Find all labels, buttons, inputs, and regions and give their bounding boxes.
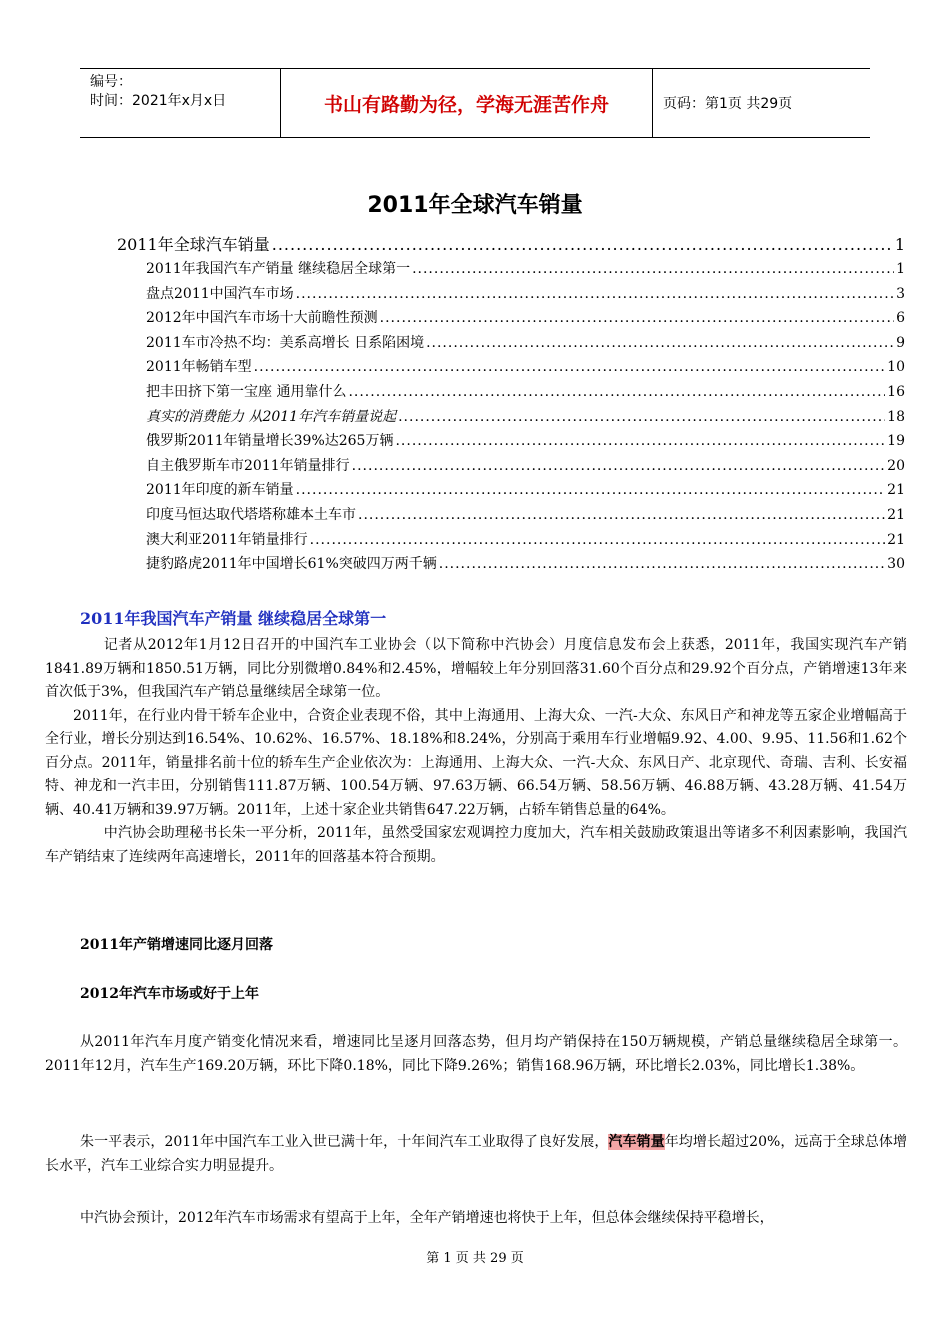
text-run: 朱一平表示，2011年中国汽车工业入世已满十年，十年间汽车工业取得了良好发展，	[80, 1134, 609, 1150]
paragraph-block	[45, 1206, 907, 1230]
toc-entry-page: 3	[896, 285, 905, 302]
highlighted-keyword: 汽车销量	[608, 1134, 665, 1150]
toc-entry-label: 盘点2011中国汽车市场	[146, 285, 294, 302]
header-page-info: 页码：第1页 共29页	[663, 96, 793, 112]
toc-leader	[412, 261, 894, 277]
toc-entry-page: 21	[887, 482, 905, 499]
number-label: 编号：	[90, 74, 132, 90]
toc-entry-page: 18	[887, 408, 905, 425]
header-motto: 书山有路勤为径，学海无涯苦作舟	[280, 69, 653, 137]
paragraph	[45, 1130, 907, 1178]
toc-leader	[395, 433, 885, 449]
toc-entry-page: 6	[896, 310, 905, 327]
toc-entry[interactable]	[146, 332, 905, 357]
toc-entry[interactable]	[146, 406, 905, 431]
toc-entry-label: 俄罗斯2011年销量增长39%达265万辆	[146, 433, 394, 450]
text-run: 年均增长超过20%，远高于全球总体增长水平，汽车工业综合实力明显提升。	[45, 1134, 907, 1174]
paragraph: 2011年，在行业内骨干轿车企业中，合资企业表现不俗，其中上海通用、上海大众、一汽-大众、东风日产和神龙等五家企业增幅高于全行业，增长分别达到16.54%、10.62%、16.57%、18.18%和8.24%，分别高于乘用车行业增幅9.92、4.00、9.95、11.56和1.62个百分点。2011年，销量排名前十位的轿车生产企业依次为：上海通用、上海大众、一汽-大众、东风日产、北京现代、奇瑞、吉利、长安福特、神龙和一汽丰田，分别销售111.87万辆、100.54万辆、97.63万辆、66.54万辆、58.56万辆、46.88万辆、43.28万辆、41.54万辆、40.41万辆和39.97万辆。2011年，上述十家企业共销售647.22万辆，占轿车销售总量的64%。	[45, 707, 907, 818]
toc-entry[interactable]	[146, 258, 905, 283]
subheading: 2011年产销增速同比逐月回落	[80, 937, 273, 953]
document-title: 2011年全球汽车销量	[367, 193, 583, 218]
toc-entry-label: 捷豹路虎2011年中国增长61%突破四万两千辆	[146, 556, 437, 573]
toc-entry-page: 21	[887, 531, 905, 548]
toc-entry-page: 1	[894, 235, 905, 254]
section-body	[45, 634, 907, 869]
toc-entry-label: 2011年畅销车型	[146, 359, 252, 376]
toc-leader	[296, 286, 894, 302]
toc-leader	[254, 359, 886, 375]
toc-entry-page: 9	[896, 334, 905, 351]
toc-leader	[310, 532, 886, 548]
toc-entry[interactable]	[146, 381, 905, 406]
toc-entry-page: 21	[887, 506, 905, 523]
toc-entry-page: 19	[887, 433, 905, 450]
toc-entry-label: 2011年全球汽车销量	[117, 235, 270, 254]
toc-entry-page: 1	[896, 261, 905, 277]
page-header	[80, 68, 870, 138]
toc-leader	[272, 235, 893, 254]
toc-main-entry[interactable]	[117, 232, 905, 258]
paragraph-block	[45, 1030, 907, 1078]
toc-entry-page: 20	[887, 457, 905, 474]
paragraph: 中汽协会预计，2012年汽车市场需求有望高于上年，全年产销增速也将快于上年，但总体会继续保持平稳增长，	[80, 1210, 774, 1226]
toc-entry-label: 2011年我国汽车产销量 继续稳居全球第一	[146, 261, 411, 277]
toc-entry[interactable]	[146, 307, 905, 332]
toc-entry[interactable]	[146, 479, 905, 504]
toc-leader	[358, 507, 885, 523]
header-meta	[80, 69, 280, 137]
toc-leader	[398, 409, 885, 425]
section-heading: 2011年我国汽车产销量 继续稳居全球第一	[80, 609, 387, 628]
toc-entry-label: 印度马恒达取代塔塔称雄本土车市	[146, 506, 356, 523]
toc-entry[interactable]	[146, 504, 905, 529]
toc-entry-label: 2012年中国汽车市场十大前瞻性预测	[146, 310, 378, 327]
toc-entry-label: 澳大利亚2011年销量排行	[146, 531, 308, 548]
toc-entry[interactable]	[146, 553, 905, 578]
toc-leader	[296, 482, 886, 498]
toc-leader	[348, 384, 885, 400]
toc-entry-page: 16	[887, 383, 905, 400]
toc-entry[interactable]	[146, 430, 905, 455]
table-of-contents	[117, 232, 905, 578]
toc-entry-page: 10	[887, 359, 905, 376]
toc-leader	[426, 335, 894, 351]
toc-entry-label: 自主俄罗斯车市2011年销量排行	[146, 457, 350, 474]
toc-leader	[352, 458, 886, 474]
page-footer: 第 1 页 共 29 页	[426, 1251, 524, 1266]
toc-entry-label: 2011车市冷热不均：美系高增长 日系陷困境	[146, 334, 425, 351]
toc-entry[interactable]	[146, 529, 905, 554]
date-label: 时间：2021年x月x日	[90, 93, 227, 109]
subheading: 2012年汽车市场或好于上年	[80, 986, 259, 1002]
toc-entry[interactable]	[146, 283, 905, 308]
paragraph: 从2011年汽车月度产销变化情况来看，增速同比呈逐月回落态势，但月均产销保持在150万辆规模，产销总量继续稳居全球第一。2011年12月，汽车生产169.20万辆，环比下降0.18%，同比下降9.26%；销售168.96万辆，环比增长2.03%，同比增长1.38%。	[45, 1034, 907, 1074]
toc-leader	[380, 310, 894, 326]
toc-entry[interactable]	[146, 356, 905, 381]
toc-entry-label: 2011年印度的新车销量	[146, 482, 294, 499]
toc-entry-label: 把丰田挤下第一宝座 通用靠什么	[146, 383, 347, 400]
toc-leader	[439, 556, 885, 572]
toc-entry[interactable]	[146, 455, 905, 480]
paragraph-block	[45, 1130, 907, 1178]
paragraph: 记者从2012年1月12日召开的中国汽车工业协会（以下简称中汽协会）月度信息发布会上获悉，2011年，我国实现汽车产销1841.89万辆和1850.51万辆，同比分别微增0.84%和2.45%，增幅较上年分别回落31.60个百分点和29.92个百分点，产销增速13年来首次低于3%，但我国汽车产销总量继续居全球第一位。	[45, 637, 907, 700]
toc-entry-label: 真实的消费能力 从2011年汽车销量说起	[146, 408, 397, 425]
paragraph: 中汽协会助理秘书长朱一平分析，2011年，虽然受国家宏观调控力度加大，汽车相关鼓励政策退出等诸多不利因素影响，我国汽车产销结束了连续两年高速增长，2011年的回落基本符合预期。	[45, 825, 907, 865]
toc-entry-page: 30	[887, 556, 905, 573]
